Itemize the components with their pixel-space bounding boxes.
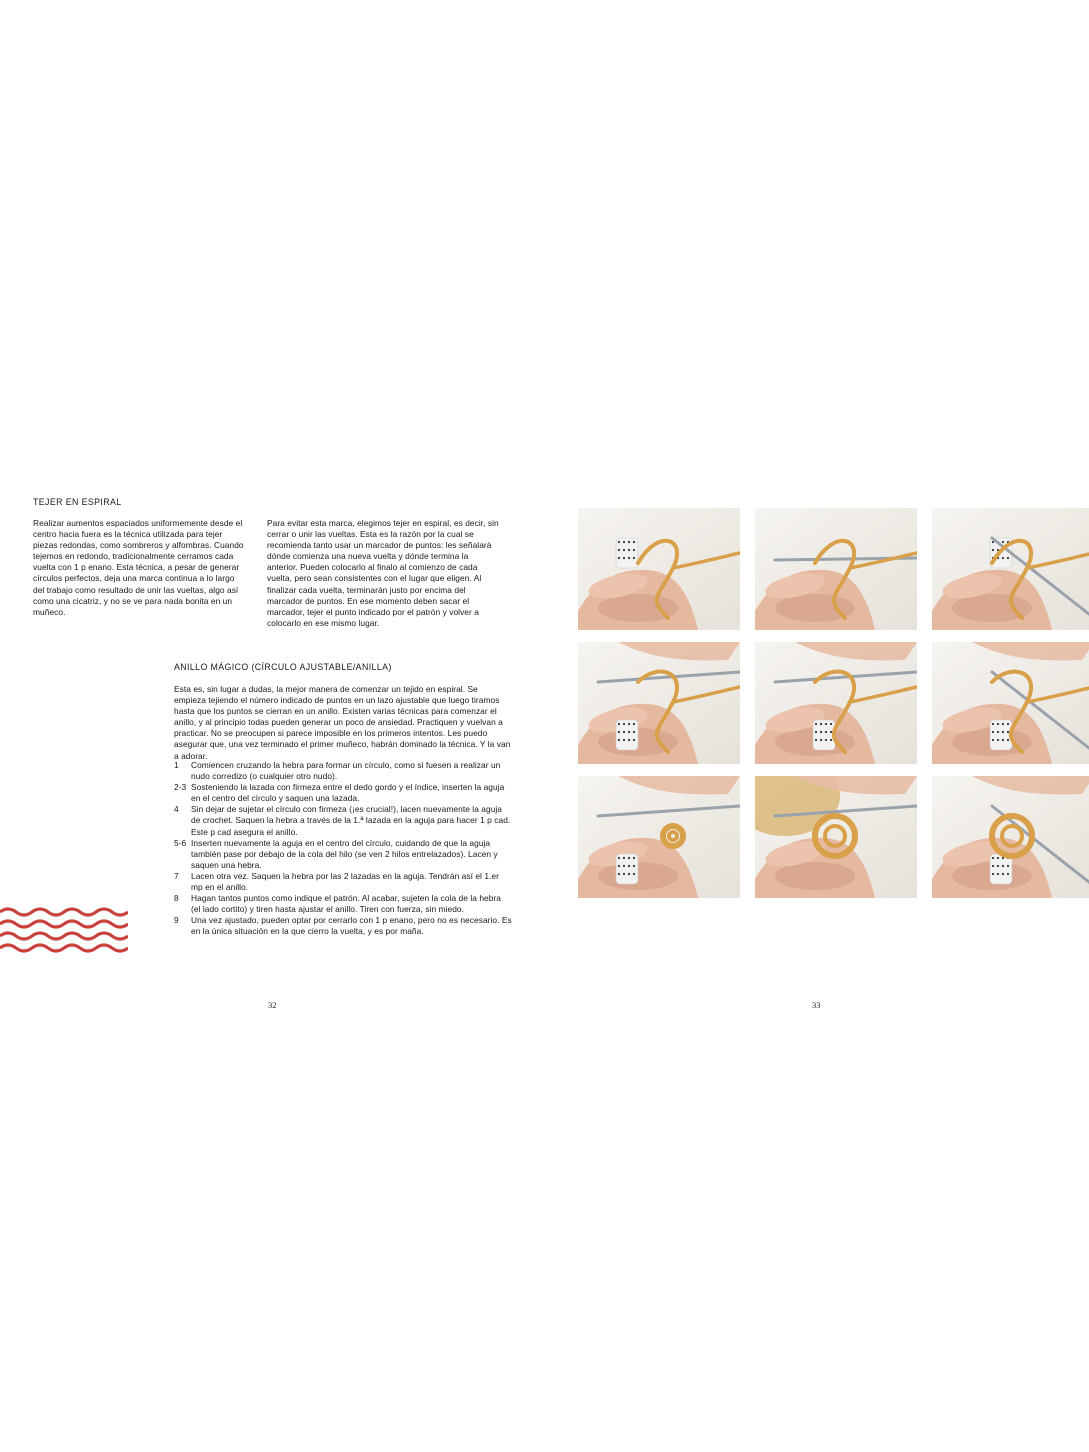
section-title-magic-ring: ANILLO MÁGICO (CÍRCULO AJUSTABLE/ANILLA) xyxy=(174,662,392,672)
step-text: Sin dejar de sujetar el círculo con firmeza (¡es crucial!), lacen nuevamente la aguja de crochet. Saquen la hebra a través de la 1.ª lazada en la aguja para hacer 1 p cad. Este p cad asegura el anillo. xyxy=(191,804,511,837)
step-photo xyxy=(932,776,1089,898)
page-number-left: 32 xyxy=(268,1000,277,1010)
step-photo xyxy=(932,642,1089,764)
step-item xyxy=(174,782,512,804)
step-photo xyxy=(755,642,917,764)
step-photo xyxy=(578,642,740,764)
step-item xyxy=(174,893,512,915)
step-item xyxy=(174,915,512,937)
page-number-right: 33 xyxy=(812,1000,821,1010)
magic-ring-intro: Esta es, sin lugar a dudas, la mejor manera de comenzar un tejido en espiral. Se empieza tejiendo el número indicado de puntos en un lazo ajustable que luego tiramos hasta que los puntos se cierran en un anillo. Existen varias técnicas para comenzar el anillo, y al principio todas pueden generar un poco de ansiedad. Practiquen y vuelvan a practicar. No se preocupen si parece imposible en los primeros intentos. Les puedo asegurar que, una vez terminado el primer muñeco, habrán dominado la técnica. Y la van a adorar. xyxy=(174,684,511,761)
step-number: 8 xyxy=(174,893,179,904)
step-number: 5-6 xyxy=(174,837,187,848)
decorative-waves xyxy=(0,904,128,960)
wave-line xyxy=(0,921,128,927)
step-text: Inserten nuevamente la aguja en el centro del círculo, cuidando de que la aguja también pase por debajo de la cola del hilo (se ven 2 hilos entrelazados). Lacen y saquen una hebra. xyxy=(191,837,498,870)
wave-line xyxy=(0,933,128,939)
magic-ring-steps xyxy=(174,760,512,938)
step-photo xyxy=(755,776,917,898)
step-photo xyxy=(578,776,740,898)
spiral-text-column-1: Realizar aumentos espaciados uniformemente desde el centro hacia fuera es la técnica utilizada para tejer piezas redondas, como sombreros y alfombras. Cuando tejemos en redondo, tradicionalmente cerramos cada vuelta con 1 p enano. Esta técnica, a pesar de generar círculos perfectos, deja una marca continua a lo largo del trabajo como resultado de unir las vueltas, algo así como una cicatriz, y no se ve para nada bonita en un muñeco. xyxy=(33,518,244,617)
step-number: 2-3 xyxy=(174,782,187,793)
step-item xyxy=(174,760,512,782)
step-photo xyxy=(932,508,1089,630)
step-photo xyxy=(578,508,740,630)
step-photo-grid xyxy=(578,508,1089,900)
step-number: 7 xyxy=(174,870,179,881)
step-number: 4 xyxy=(174,804,179,815)
step-item xyxy=(174,804,512,837)
step-text: Una vez ajustado, pueden optar por cerrarlo con 1 p enano, pero no es necesario. Es en la única situación en la que cierro la vuelta, y es por maña. xyxy=(191,915,512,937)
step-item xyxy=(174,838,512,871)
wave-line xyxy=(0,945,128,951)
step-text: Hagan tantos puntos como indique el patrón. Al acabar, sujeten la cola de la hebra (el lado cortito) y tiren hasta ajustar el anillo. Tiren con fuerza, sin miedo. xyxy=(191,893,501,915)
step-text: Lacen otra vez. Saquen la hebra por las 2 lazadas en la aguja. Tendrán así el 1.er mp en el anillo. xyxy=(191,870,499,893)
step-number: 9 xyxy=(174,915,179,926)
step-number: 1 xyxy=(174,760,179,770)
spiral-text-column-2: Para evitar esta marca, elegimos tejer en espiral, es decir, sin cerrar o unir las vueltas. Esta es la razón por la cual se recomienda tanto usar un marcador de puntos: les señalará dónde comienza una nueva vuelta y dónde termina la anterior. Pueden colocarlo al finalo al comienzo de cada vuelta, pero sean consistentes con el lugar que eligen. Al finalizar cada vuelta, terminarán justo por encima del marcador de puntos. En ese momento deben sacar el marcador, tejer el punto indicado por el patrón y volver a colocarlo en ese mismo lugar. xyxy=(267,518,499,628)
wave-line xyxy=(0,909,128,915)
step-photo xyxy=(755,508,917,630)
step-text: Sosteniendo la lazada con firmeza entre el dedo gordo y el índice, inserten la aguja en el centro del círculo y saquen una lazada. xyxy=(191,782,505,804)
step-item xyxy=(174,871,512,893)
section-title-spiral: TEJER EN ESPIRAL xyxy=(33,497,122,507)
step-text: Comiencen cruzando la hebra para formar un círculo, como si fuesen a realizar un nudo corredizo (o cualquier otro nudo). xyxy=(191,760,501,782)
